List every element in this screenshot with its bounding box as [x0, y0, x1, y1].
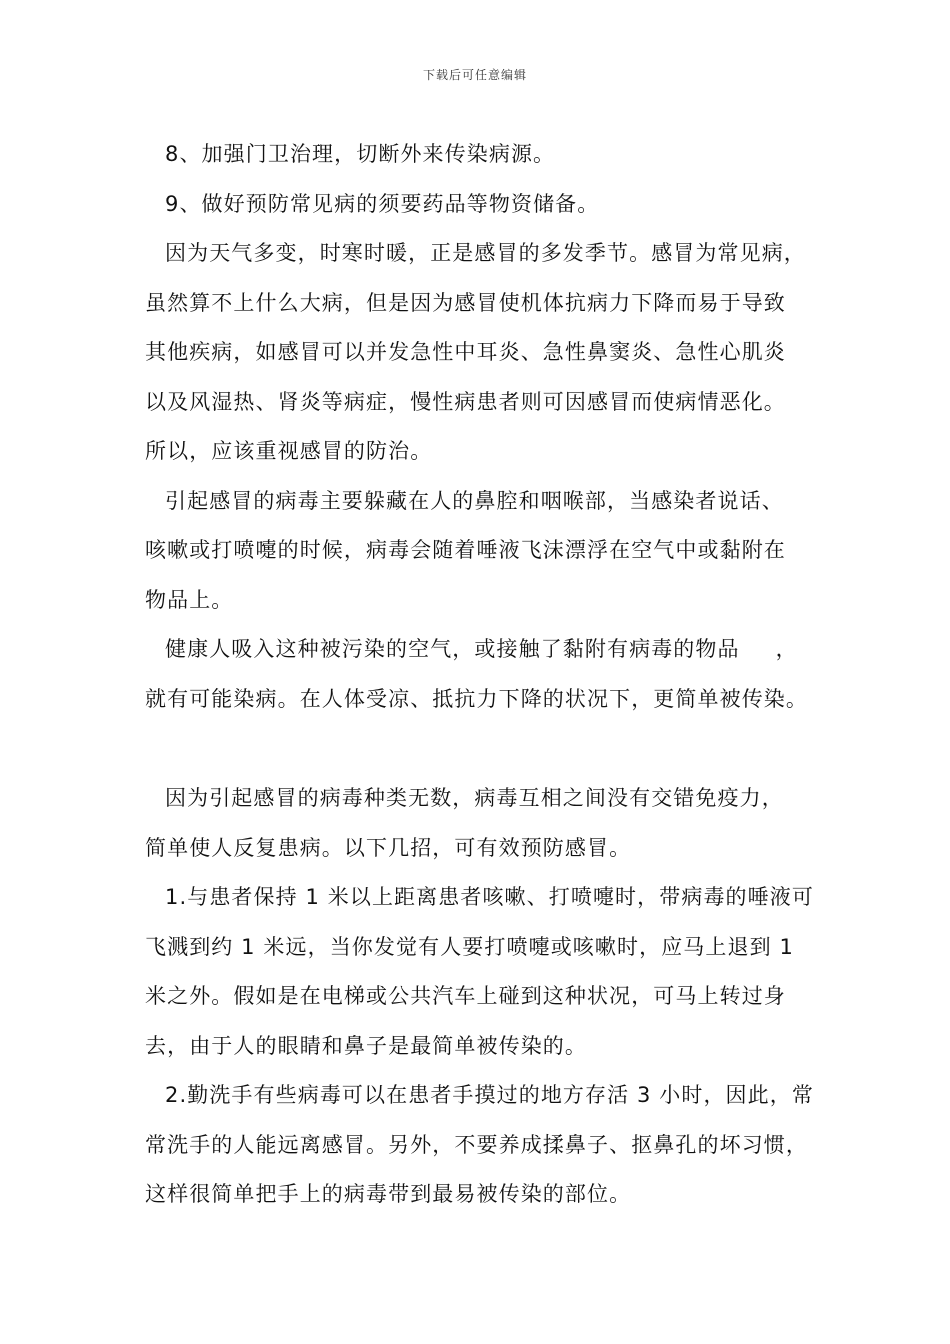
paragraph-line: 因为天气多变，时寒时暖，正是感冒的多发季节。感冒为常见病，: [165, 241, 806, 265]
paragraph-line: 虽然算不上什么大病，但是因为感冒使机体抗病力下降而易于导致: [145, 290, 786, 315]
paragraph-line: 这样很简单把手上的病毒带到最易被传染的部位。: [145, 1182, 632, 1206]
paragraph-text: 健康人吸入这种被污染的空气，或接触了黏附有病毒的物品: [165, 637, 740, 661]
paragraph-line: 1.与患者保持 1 米以上距离患者咳嗽、打喷嚏时，带病毒的唾液可: [165, 885, 814, 909]
paragraph-line: 所以，应该重视感冒的防治。: [145, 439, 433, 463]
page-header: 下载后可任意编辑: [422, 68, 527, 82]
paragraph-line: 常洗手的人能远离感冒。另外，不要养成揉鼻子、抠鼻孔的坏习惯，: [145, 1132, 808, 1157]
paragraph-line: 咳嗽或打喷嚏的时候，病毒会随着唾液飞沫漂浮在空气中或黏附在: [145, 538, 786, 562]
paragraph-line: 飞溅到约 1 米远，当你发觉有人要打喷嚏或咳嗽时，应马上退到 1: [145, 934, 794, 959]
document-body: [145, 130, 825, 1220]
paragraph-line: 米之外。假如是在电梯或公共汽车上碰到这种状况，可马上转过身: [145, 984, 786, 1008]
paragraph-gap: [145, 724, 825, 774]
paragraph-line: 2.勤洗手有些病毒可以在患者手摸过的地方存活 3 小时，因此，常: [165, 1083, 814, 1107]
paragraph-line: 8、加强门卫治理，切断外来传染病源。: [165, 142, 556, 166]
paragraph-line: 引起感冒的病毒主要躲藏在人的鼻腔和咽喉部，当感染者说话、: [165, 488, 784, 513]
paragraph-line: 简单使人反复患病。以下几招，可有效预防感冒。: [145, 835, 632, 860]
paragraph-line: 其他疾病，如感冒可以并发急性中耳炎、急性鼻窦炎、急性心肌炎: [145, 340, 786, 364]
paragraph-line: 物品上。: [145, 587, 234, 612]
paragraph-line: [145, 625, 825, 675]
paragraph-line: 9、做好预防常见病的须要药品等物资储备。: [165, 191, 600, 216]
punctuation: ，: [775, 637, 798, 661]
paragraph-line: 因为引起感冒的病毒种类无数，病毒互相之间没有交错免疫力，: [165, 786, 784, 810]
paragraph-line: 就有可能染病。在人体受凉、抵抗力下降的状况下，更简单被传染。: [145, 686, 808, 711]
paragraph-line: 去，由于人的眼睛和鼻子是最简单被传染的。: [145, 1033, 587, 1058]
paragraph-line: 以及风湿热、肾炎等病症，慢性病患者则可因感冒而使病情恶化。: [145, 389, 786, 414]
